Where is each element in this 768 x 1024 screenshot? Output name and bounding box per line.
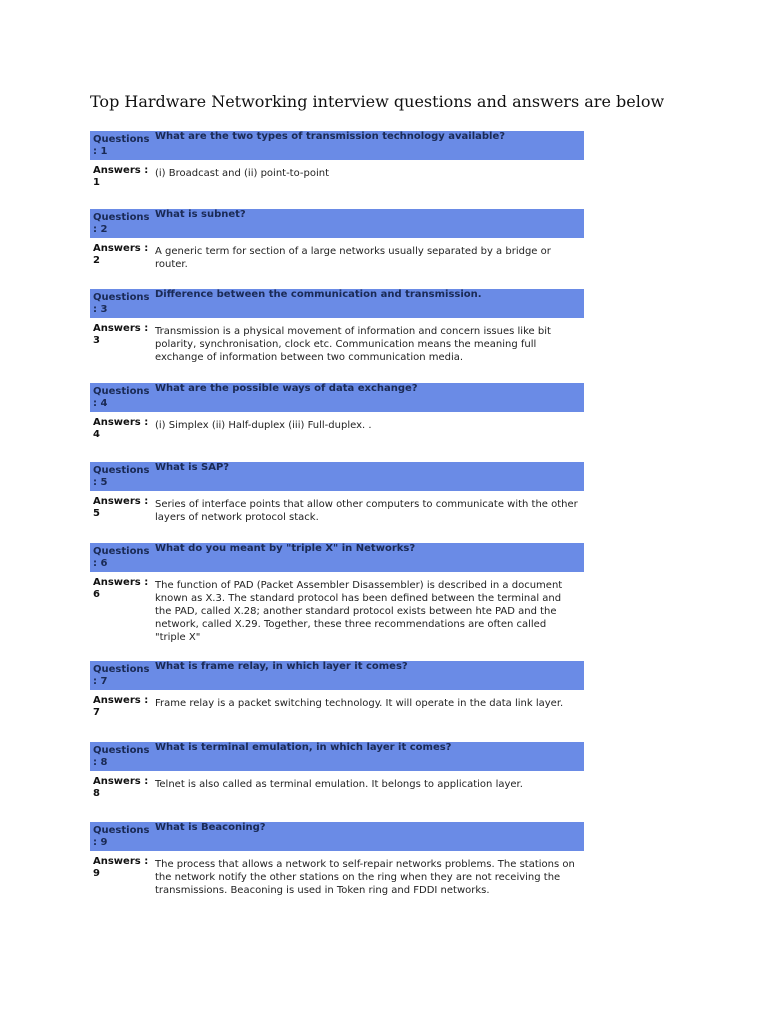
question-label: Questions : 1 (93, 134, 150, 157)
question-bar (90, 543, 584, 572)
answer-row (90, 241, 584, 271)
answer-label: Answers : 4 (93, 417, 149, 440)
answer-label: Answers : 7 (93, 695, 149, 718)
question-bar (90, 131, 584, 160)
question-label: Questions : 8 (93, 745, 150, 768)
question-text: What is terminal emulation, in which layer it comes? (155, 742, 452, 753)
qa-item (90, 822, 584, 897)
question-label: Questions : 6 (93, 546, 150, 569)
answer-row (90, 575, 584, 644)
answer-text: (i) Broadcast and (ii) point-to-point (155, 168, 330, 179)
answer-label: Answers : 1 (93, 165, 149, 188)
answer-text: The function of PAD (Packet Assembler Disassembler) is described in a document known as X.3. The standard protocol has been defined between the terminal and the PAD, called X.28; another standard protocol exists between hte PAD and the network, called X.29. Together, these three recommendations are often called "triple X" (155, 580, 563, 643)
answer-label: Answers : 3 (93, 323, 149, 346)
question-label: Questions : 9 (93, 825, 150, 848)
answer-row (90, 415, 584, 440)
question-bar (90, 462, 584, 491)
question-text: What is subnet? (155, 209, 246, 220)
answer-row (90, 854, 584, 897)
answer-text: Telnet is also called as terminal emulation. It belongs to application layer. (155, 779, 523, 790)
qa-item (90, 543, 584, 644)
answer-row (90, 163, 584, 188)
qa-item (90, 462, 584, 524)
question-text: What are the possible ways of data exchange? (155, 383, 418, 394)
answer-row (90, 494, 584, 524)
qa-item (90, 742, 584, 799)
question-label: Questions : 7 (93, 664, 150, 687)
question-label: Questions : 3 (93, 292, 150, 315)
question-bar (90, 661, 584, 690)
qa-item (90, 383, 584, 440)
answer-text: A generic term for section of a large networks usually separated by a bridge or router. (155, 246, 551, 270)
question-label: Questions : 2 (93, 212, 150, 235)
qa-item (90, 289, 584, 364)
question-bar (90, 383, 584, 412)
qa-item (90, 131, 584, 188)
answer-text: (i) Simplex (ii) Half-duplex (iii) Full-duplex. . (155, 420, 372, 431)
question-text: Difference between the communication and transmission. (155, 289, 482, 300)
answer-text: Transmission is a physical movement of information and concern issues like bit polarity, synchronisation, clock etc. Communication means the meaning full exchange of information between two communication media. (155, 326, 551, 363)
question-bar (90, 209, 584, 238)
question-bar (90, 822, 584, 851)
question-label: Questions : 5 (93, 465, 150, 488)
question-text: What is frame relay, in which layer it comes? (155, 661, 408, 672)
qa-item (90, 661, 584, 718)
answer-text: The process that allows a network to self-repair networks problems. The stations on the network notify the other stations on the ring when they are not receiving the transmissions. Beaconing is used in Token ring and FDDI networks. (155, 859, 575, 896)
question-label: Questions : 4 (93, 386, 150, 409)
question-text: What is Beaconing? (155, 822, 266, 833)
answer-label: Answers : 2 (93, 243, 149, 266)
answer-text: Frame relay is a packet switching technology. It will operate in the data link layer. (155, 698, 564, 709)
answer-text: Series of interface points that allow other computers to communicate with the other layers of network protocol stack. (155, 499, 578, 523)
answer-row (90, 693, 584, 718)
answer-row (90, 321, 584, 364)
question-text: What do you meant by "triple X" in Networks? (155, 543, 416, 554)
qa-item (90, 209, 584, 271)
question-bar (90, 742, 584, 771)
answer-row (90, 774, 584, 799)
question-bar (90, 289, 584, 318)
answer-label: Answers : 8 (93, 776, 149, 799)
answer-label: Answers : 5 (93, 496, 149, 519)
answer-label: Answers : 9 (93, 856, 149, 879)
page-title: Top Hardware Networking interview questions and answers are below (90, 92, 665, 111)
answer-label: Answers : 6 (93, 577, 149, 600)
question-text: What is SAP? (155, 462, 230, 473)
question-text: What are the two types of transmission technology available? (155, 131, 506, 142)
